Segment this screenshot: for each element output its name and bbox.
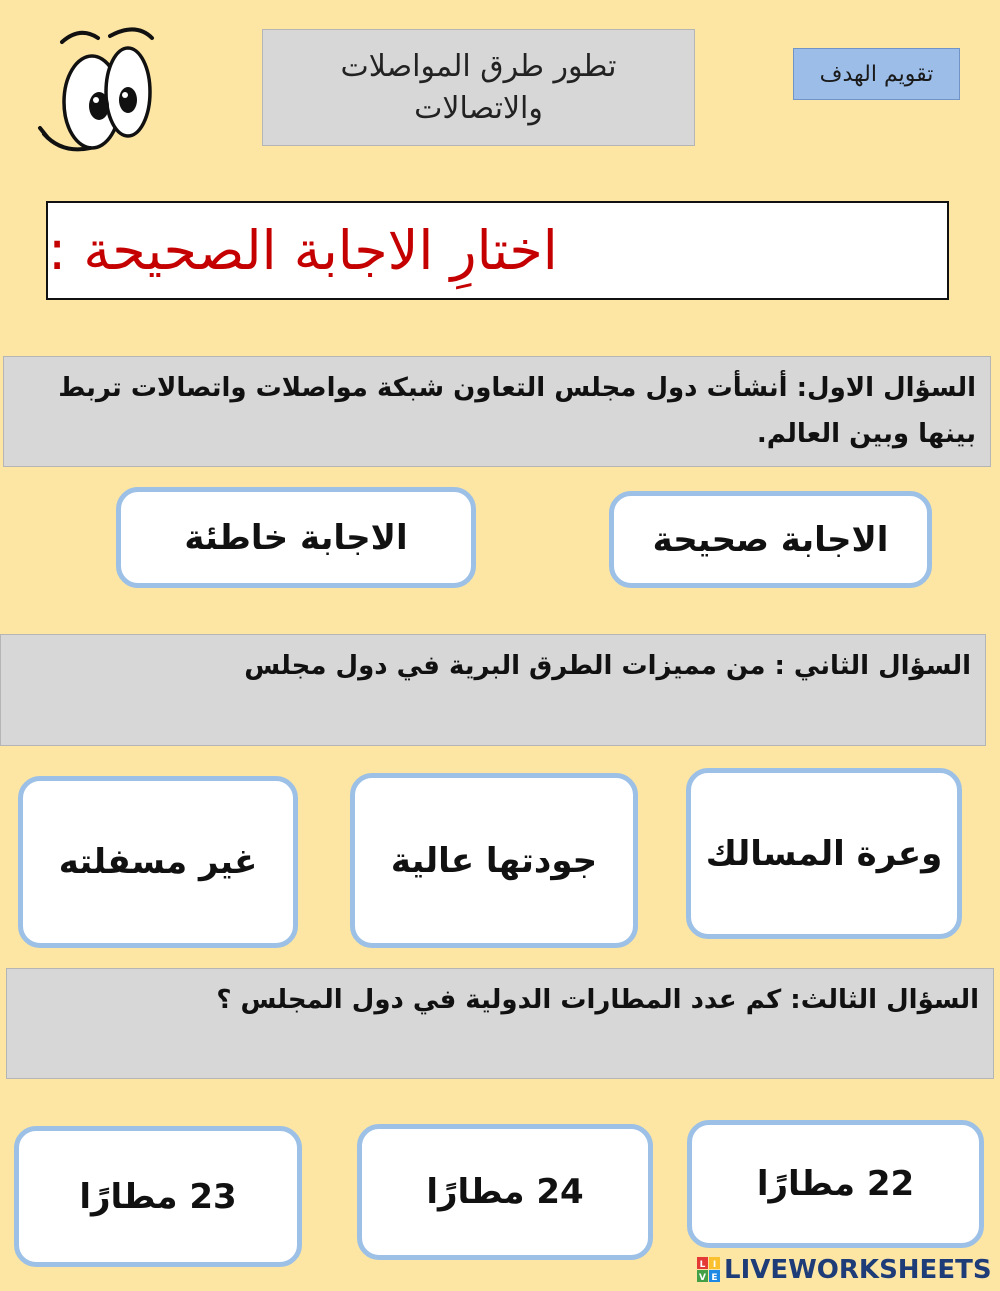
q2-answer-rugged-roads[interactable]: وعرة المسالك [686, 768, 962, 939]
title-line-1: تطور طرق المواصلات [340, 48, 617, 84]
logo-icon-letter-e: E [711, 1273, 718, 1283]
q3-answer-23[interactable]: 23 مطارًا [14, 1126, 302, 1267]
q2-answer-high-quality[interactable]: جودتها عالية [350, 773, 638, 948]
logo-icon-letter-l: L [699, 1260, 706, 1270]
goal-badge: تقويم الهدف [793, 48, 960, 100]
q1-answer-true[interactable]: الاجابة صحيحة [609, 491, 932, 588]
logo-icon-letter-v: V [699, 1273, 706, 1283]
liveworksheets-logo-icon [697, 1257, 721, 1283]
question-3: السؤال الثالث: كم عدد المطارات الدولية في دول المجلس ؟ [6, 968, 994, 1079]
question-1: السؤال الاول: أنشأت دول مجلس التعاون شبكة مواصلات واتصالات تربط بينها وبين العالم. [3, 356, 991, 467]
q3-answer-24[interactable]: 24 مطارًا [357, 1124, 653, 1260]
q3-answer-22[interactable]: 22 مطارًا [687, 1120, 984, 1248]
q2-answer-unpaved[interactable]: غير مسفلته [18, 776, 298, 948]
instruction-heading: اختارِ الاجابة الصحيحة : [46, 201, 949, 300]
worksheet-title [262, 29, 695, 146]
smiley-face-icon [32, 24, 172, 159]
logo-icon-letter-i: I [712, 1260, 717, 1270]
question-2: السؤال الثاني : من مميزات الطرق البرية في دول مجلس [0, 634, 986, 746]
liveworksheets-logo-text: LIVEWORKSHEETS [724, 1255, 992, 1285]
title-line-2: والاتصالات [414, 90, 543, 126]
q1-answer-false[interactable]: الاجابة خاطئة [116, 487, 476, 588]
liveworksheets-logo [697, 1254, 997, 1286]
